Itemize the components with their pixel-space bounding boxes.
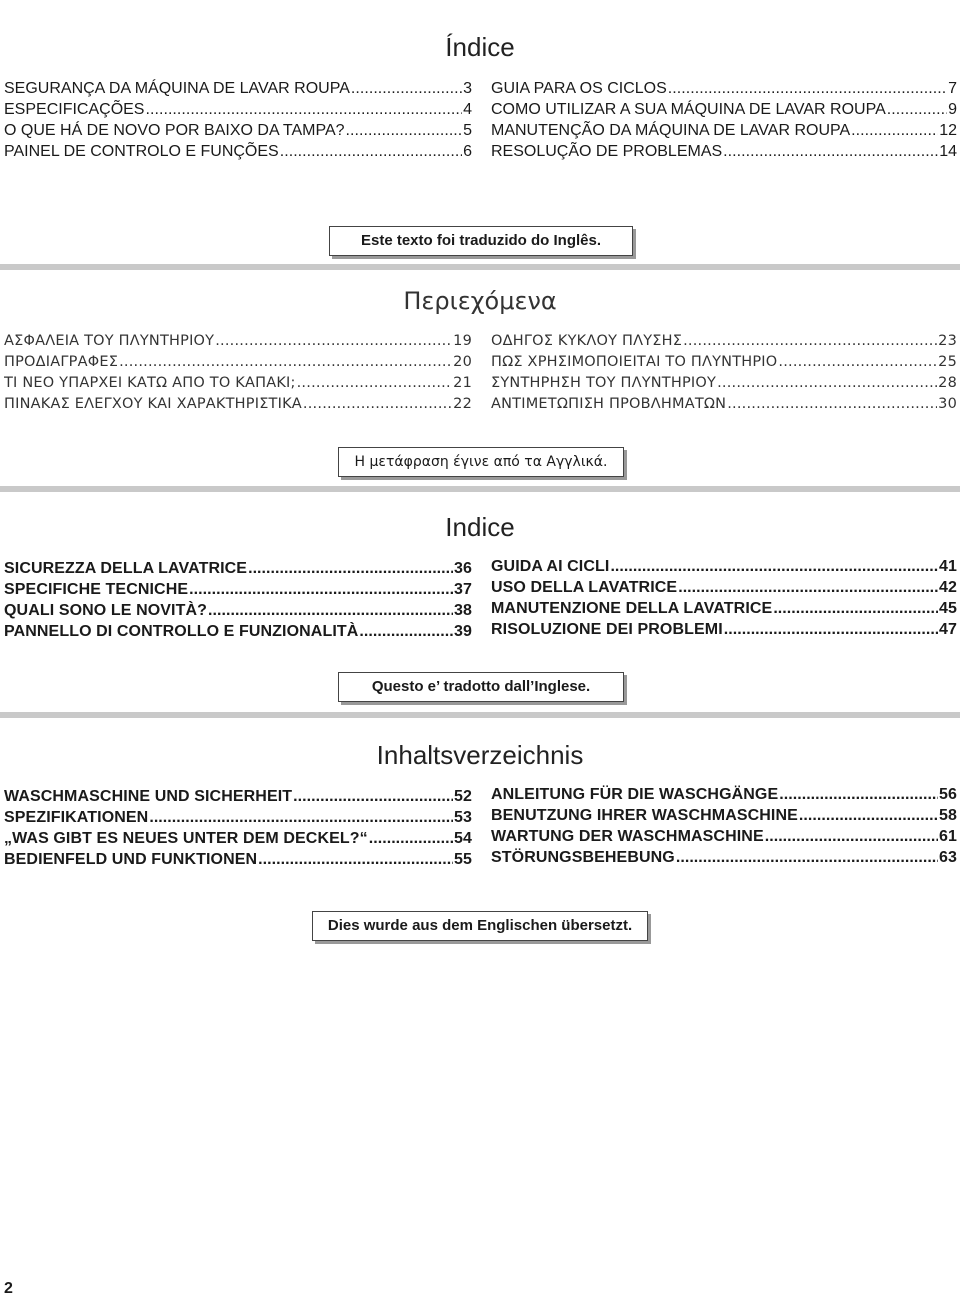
toc-entry-label: GUIA PARA OS CICLOS bbox=[491, 80, 667, 97]
toc-entry bbox=[4, 807, 472, 828]
toc-entry-page: 38 bbox=[454, 602, 472, 619]
pt-translation-note: Este texto foi traduzido do Inglês. bbox=[329, 226, 633, 256]
pt-toc-left bbox=[4, 78, 472, 162]
toc-entry bbox=[4, 120, 472, 141]
de-toc-left bbox=[4, 786, 472, 870]
toc-entry bbox=[4, 579, 472, 600]
toc-entry-page: 39 bbox=[454, 623, 472, 640]
toc-entry-label: ΟΔΗΓΟΣ ΚΥΚΛΟΥ ΠΛΥΣΗΣ bbox=[491, 333, 683, 349]
toc-entry-page: 28 bbox=[938, 375, 957, 391]
toc-entry-page: 12 bbox=[939, 122, 957, 139]
toc-entry bbox=[491, 619, 957, 640]
toc-entry bbox=[491, 577, 957, 598]
toc-entry-label: COMO UTILIZAR A SUA MÁQUINA DE LAVAR ROUPA bbox=[491, 101, 886, 118]
toc-entry-page: 53 bbox=[454, 809, 472, 826]
divider bbox=[0, 486, 960, 492]
toc-leader-dots bbox=[369, 828, 453, 849]
toc-entry bbox=[4, 394, 472, 415]
toc-leader-dots bbox=[149, 807, 453, 828]
toc-entry-page: 9 bbox=[948, 101, 957, 118]
de-toc-right bbox=[491, 784, 957, 868]
toc-entry bbox=[491, 78, 957, 99]
toc-entry-page: 19 bbox=[453, 333, 472, 349]
toc-leader-dots bbox=[676, 847, 938, 868]
toc-entry-label: ΑΣΦΑΛΕΙΑ ΤΟΥ ΠΛΥΝΤΗΡΙΟΥ bbox=[4, 333, 215, 349]
toc-entry-label: MANUTENÇÃO DA MÁQUINA DE LAVAR ROUPA bbox=[491, 122, 851, 139]
toc-leader-dots bbox=[717, 373, 937, 394]
it-title: Indice bbox=[445, 512, 515, 542]
toc-entry-page: 5 bbox=[463, 122, 472, 139]
toc-leader-dots bbox=[724, 619, 938, 640]
toc-entry bbox=[491, 99, 957, 120]
toc-entry bbox=[491, 352, 957, 373]
toc-entry-label: ΠΙΝΑΚΑΣ ΕΛΕΓΧΟΥ ΚΑΙ ΧΑΡΑΚΤΗΡΙΣΤΙΚΑ bbox=[4, 396, 302, 412]
toc-entry-page: 3 bbox=[463, 80, 472, 97]
toc-leader-dots bbox=[799, 805, 938, 826]
toc-leader-dots bbox=[351, 78, 462, 99]
toc-entry-label: WASCHMASCHINE UND SICHERHEIT bbox=[4, 788, 293, 805]
toc-entry-page: 23 bbox=[938, 333, 957, 349]
toc-leader-dots bbox=[765, 826, 938, 847]
toc-entry-label: O QUE HÁ DE NOVO POR BAIXO DA TAMPA? bbox=[4, 122, 345, 139]
toc-leader-dots bbox=[297, 373, 453, 394]
toc-leader-dots bbox=[189, 579, 453, 600]
divider bbox=[0, 712, 960, 718]
toc-leader-dots bbox=[727, 394, 937, 415]
toc-entry-page: 63 bbox=[939, 849, 957, 866]
toc-entry bbox=[4, 352, 472, 373]
toc-entry-label: WARTUNG DER WASCHMASCHINE bbox=[491, 828, 764, 845]
toc-entry bbox=[4, 600, 472, 621]
toc-leader-dots bbox=[359, 621, 453, 642]
toc-entry-label: GUIDA AI CICLI bbox=[491, 558, 610, 575]
toc-leader-dots bbox=[280, 141, 462, 162]
toc-entry bbox=[491, 331, 957, 352]
pt-title: Índice bbox=[445, 32, 515, 62]
gr-toc-right bbox=[491, 331, 957, 415]
toc-entry-page: 4 bbox=[463, 101, 472, 118]
toc-entry bbox=[491, 120, 957, 141]
toc-leader-dots bbox=[773, 598, 938, 619]
toc-entry-page: 55 bbox=[454, 851, 472, 868]
gr-title: Περιεχόμενα bbox=[403, 287, 557, 315]
toc-entry bbox=[4, 558, 472, 579]
toc-leader-dots bbox=[215, 331, 452, 352]
toc-entry-page: 14 bbox=[939, 143, 957, 160]
toc-entry-page: 37 bbox=[454, 581, 472, 598]
toc-leader-dots bbox=[248, 558, 453, 579]
toc-entry-label: ΠΩΣ ΧΡΗΣΙΜΟΠΟΙΕΙΤΑΙ ΤΟ ΠΛΥΝΤΗΡΙΟ bbox=[491, 354, 778, 370]
toc-entry-label: ΑΝΤΙΜΕΤΩΠΙΣΗ ΠΡΟΒΛΗΜΑΤΩΝ bbox=[491, 396, 727, 412]
toc-leader-dots bbox=[119, 352, 452, 373]
toc-entry-page: 54 bbox=[454, 830, 472, 847]
toc-entry-label: SICUREZZA DELLA LAVATRICE bbox=[4, 560, 248, 577]
toc-entry-page: 30 bbox=[938, 396, 957, 412]
toc-entry-label: STÖRUNGSBEHEBUNG bbox=[491, 849, 675, 866]
toc-leader-dots bbox=[668, 78, 947, 99]
toc-leader-dots bbox=[778, 352, 937, 373]
toc-entry bbox=[491, 826, 957, 847]
toc-entry-page: 47 bbox=[939, 621, 957, 638]
toc-entry-label: SPEZIFIKATIONEN bbox=[4, 809, 149, 826]
toc-leader-dots bbox=[887, 99, 947, 120]
toc-entry bbox=[491, 373, 957, 394]
toc-entry bbox=[491, 141, 957, 162]
page-number: 2 bbox=[4, 1280, 13, 1297]
toc-entry bbox=[4, 849, 472, 870]
toc-entry-page: 7 bbox=[948, 80, 957, 97]
toc-entry bbox=[4, 331, 472, 352]
toc-entry-label: SPECIFICHE TECNICHE bbox=[4, 581, 189, 598]
toc-entry-label: RISOLUZIONE DEI PROBLEMI bbox=[491, 621, 723, 638]
toc-entry-label: MANUTENZIONE DELLA LAVATRICE bbox=[491, 600, 773, 617]
toc-entry bbox=[4, 828, 472, 849]
toc-entry bbox=[491, 394, 957, 415]
toc-entry-page: 42 bbox=[939, 579, 957, 596]
pt-toc-right bbox=[491, 78, 957, 162]
toc-leader-dots bbox=[346, 120, 463, 141]
toc-entry-label: RESOLUÇÃO DE PROBLEMAS bbox=[491, 143, 723, 160]
toc-leader-dots bbox=[145, 99, 462, 120]
toc-entry-page: 56 bbox=[939, 786, 957, 803]
toc-leader-dots bbox=[208, 600, 453, 621]
toc-leader-dots bbox=[723, 141, 938, 162]
toc-entry-label: SEGURANÇA DA MÁQUINA DE LAVAR ROUPA bbox=[4, 80, 350, 97]
toc-leader-dots bbox=[678, 577, 938, 598]
toc-leader-dots bbox=[610, 556, 938, 577]
toc-entry bbox=[4, 99, 472, 120]
toc-leader-dots bbox=[779, 784, 938, 805]
toc-entry-page: 61 bbox=[939, 828, 957, 845]
toc-entry bbox=[4, 786, 472, 807]
toc-leader-dots bbox=[683, 331, 937, 352]
toc-entry-page: 52 bbox=[454, 788, 472, 805]
toc-entry-label: ESPECIFICAÇÕES bbox=[4, 101, 145, 118]
it-toc-left bbox=[4, 558, 472, 642]
toc-entry-label: ΠΡΟΔΙΑΓΡΑΦΕΣ bbox=[4, 354, 119, 370]
toc-leader-dots bbox=[851, 120, 938, 141]
toc-entry bbox=[4, 78, 472, 99]
toc-entry-label: PAINEL DE CONTROLO E FUNÇÕES bbox=[4, 143, 279, 160]
toc-entry bbox=[4, 141, 472, 162]
toc-entry-label: ΣΥΝΤΗΡΗΣΗ ΤΟΥ ΠΛΥΝΤΗΡΙΟΥ bbox=[491, 375, 717, 391]
toc-entry-label: „WAS GIBT ES NEUES UNTER DEM DECKEL?“ bbox=[4, 830, 368, 847]
toc-entry-page: 36 bbox=[454, 560, 472, 577]
toc-entry-page: 41 bbox=[939, 558, 957, 575]
toc-entry-page: 45 bbox=[939, 600, 957, 617]
it-translation-note: Questo e’ tradotto dall’Inglese. bbox=[338, 672, 624, 702]
toc-entry-label: QUALI SONO LE NOVITÀ? bbox=[4, 602, 207, 619]
toc-entry-page: 25 bbox=[938, 354, 957, 370]
toc-entry-label: USO DELLA LAVATRICE bbox=[491, 579, 678, 596]
toc-leader-dots bbox=[258, 849, 453, 870]
toc-entry-label: ΤΙ ΝΕΟ ΥΠΑΡΧΕΙ ΚΑΤΩ ΑΠΟ ΤΟ ΚΑΠΑΚΙ; bbox=[4, 375, 296, 391]
it-toc-right bbox=[491, 556, 957, 640]
toc-leader-dots bbox=[303, 394, 452, 415]
toc-entry-label: ANLEITUNG FÜR DIE WASCHGÄNGE bbox=[491, 786, 779, 803]
gr-toc-left bbox=[4, 331, 472, 415]
toc-entry bbox=[491, 556, 957, 577]
toc-entry-page: 22 bbox=[453, 396, 472, 412]
toc-entry bbox=[4, 373, 472, 394]
toc-entry bbox=[4, 621, 472, 642]
toc-entry-label: PANNELLO DI CONTROLLO E FUNZIONALITÀ bbox=[4, 623, 359, 640]
toc-entry bbox=[491, 784, 957, 805]
toc-entry-page: 6 bbox=[463, 143, 472, 160]
toc-entry-page: 20 bbox=[453, 354, 472, 370]
de-title: Inhaltsverzeichnis bbox=[376, 740, 584, 770]
toc-entry-page: 21 bbox=[453, 375, 472, 391]
toc-entry bbox=[491, 805, 957, 826]
toc-entry-label: BENUTZUNG IHRER WASCHMASCHINE bbox=[491, 807, 798, 824]
toc-entry-label: BEDIENFELD UND FUNKTIONEN bbox=[4, 851, 258, 868]
toc-entry-page: 58 bbox=[939, 807, 957, 824]
gr-translation-note: Η μετάφραση έγινε από τα Αγγλικά. bbox=[338, 447, 624, 477]
toc-leader-dots bbox=[293, 786, 453, 807]
toc-entry bbox=[491, 598, 957, 619]
divider bbox=[0, 264, 960, 270]
de-translation-note: Dies wurde aus dem Englischen übersetzt. bbox=[312, 911, 648, 941]
toc-entry bbox=[491, 847, 957, 868]
